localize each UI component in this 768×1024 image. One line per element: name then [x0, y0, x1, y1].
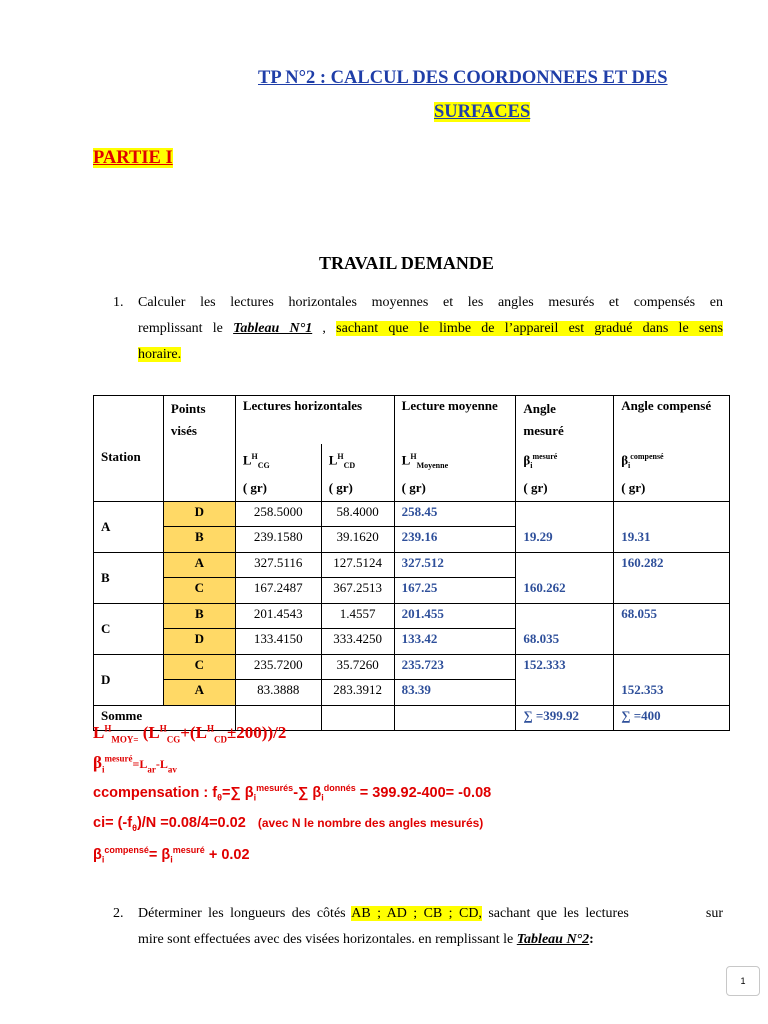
- lcg-cell: 258.5000: [235, 501, 321, 527]
- angle-compense-cell: [614, 501, 730, 527]
- lcd-cell: 58.4000: [321, 501, 394, 527]
- angle-mesure-cell: 152.333: [516, 654, 614, 680]
- table-subheader-row: [94, 444, 730, 501]
- q1-line3: [138, 347, 181, 362]
- lcd-cell: 127.5124: [321, 552, 394, 578]
- section-heading-partie: [93, 148, 173, 169]
- header-station: Station: [94, 444, 164, 501]
- angle-mesure-cell: 160.262: [516, 578, 614, 604]
- header-angle-mesure: Angle mesuré: [516, 396, 614, 445]
- question-2: [93, 901, 723, 957]
- station-cell: D: [94, 654, 164, 705]
- document-title-line1: TP N°2 : CALCUL DES COORDONNEES ET DES: [258, 68, 668, 88]
- q1-line2: remplissant le Tableau N°1 , sachant que le limbe de l’appareil est gradué dans le sens: [138, 321, 723, 336]
- moyenne-cell: 235.723: [394, 654, 516, 680]
- angle-compense-cell: 19.31: [614, 527, 730, 553]
- formula-lh-moyenne: $L^H_{MOY=}$ $(L^H_{CG}+(L^H_{CD}\pm 200))/2$: [93, 723, 287, 745]
- q2-highlight: AB ; AD ; CB ; CD,: [351, 906, 482, 921]
- angle-mesure-cell: [516, 680, 614, 706]
- angle-compense-cell: [614, 629, 730, 655]
- station-cell: A: [94, 501, 164, 552]
- header-station-cell: [94, 396, 164, 445]
- subheader-beta-compense: $\beta_i^{compensé}$ ( gr): [614, 444, 730, 501]
- subheading-travail: TRAVAIL DEMANDE: [319, 253, 494, 273]
- question-1-number: 1.: [113, 295, 124, 310]
- station-cell: B: [94, 552, 164, 603]
- lcg-cell: 239.1580: [235, 527, 321, 553]
- subheader-lhmoyenne: $L^H_{Moyenne}$ ( gr): [394, 444, 516, 501]
- document-title-line2: [434, 102, 530, 123]
- lcd-cell: 333.4250: [321, 629, 394, 655]
- header-points-vises: Points visés: [163, 396, 235, 445]
- moyenne-cell: 258.45: [394, 501, 516, 527]
- question-2-number: 2.: [113, 906, 124, 921]
- header-angle-compense: Angle compensé: [614, 396, 730, 445]
- subheader-lhcg: $L^H_{CG}$ ( gr): [235, 444, 321, 501]
- table-row: [94, 629, 730, 655]
- table-1: [93, 395, 730, 731]
- q1-highlight-1: sachant que le limbe de l’appareil est gradué dans le sens: [336, 321, 723, 336]
- table-row: [94, 680, 730, 706]
- moyenne-cell: 239.16: [394, 527, 516, 553]
- moyenne-cell: 327.512: [394, 552, 516, 578]
- lcd-cell: 367.2513: [321, 578, 394, 604]
- table-header-row: [94, 396, 730, 445]
- table-row: [94, 603, 730, 629]
- table-row: [94, 578, 730, 604]
- page-number: 1: [726, 966, 760, 996]
- formula-ci-note: (avec N le nombre des angles mesurés): [257, 816, 484, 830]
- point-vise-cell: C: [163, 654, 235, 680]
- q1-highlight-2: horaire.: [138, 347, 182, 362]
- point-vise-cell: A: [163, 552, 235, 578]
- question-1: [93, 290, 723, 370]
- table2-reference: Tableau N°2: [516, 932, 590, 947]
- point-vise-cell: B: [163, 603, 235, 629]
- header-lectures-horizontales: Lectures horizontales: [235, 396, 394, 445]
- angle-compense-cell: 68.055: [614, 603, 730, 629]
- somme-angle-mesure: ∑ =399.92: [516, 705, 614, 731]
- angle-compense-cell: [614, 578, 730, 604]
- angle-mesure-cell: 19.29: [516, 527, 614, 553]
- table-row: [94, 654, 730, 680]
- lcg-cell: 201.4543: [235, 603, 321, 629]
- point-vise-cell: D: [163, 629, 235, 655]
- point-vise-cell: C: [163, 578, 235, 604]
- angle-mesure-cell: [516, 603, 614, 629]
- formula-beta-mesure: $\beta_i^{mesuré}=L_{ar}-L_{av}$: [93, 753, 177, 775]
- moyenne-cell: 83.39: [394, 680, 516, 706]
- table1-reference: Tableau N°1: [233, 321, 313, 336]
- lcd-cell: 1.4557: [321, 603, 394, 629]
- header-lecture-moyenne: Lecture moyenne: [394, 396, 516, 445]
- point-vise-cell: B: [163, 527, 235, 553]
- lcg-cell: 167.2487: [235, 578, 321, 604]
- lcg-cell: 235.7200: [235, 654, 321, 680]
- lcg-cell: 83.3888: [235, 680, 321, 706]
- formula-ci: $ci= (-f_\theta)/N =0.08/4=0.02$ (avec N le nombre des angles mesurés): [93, 815, 484, 833]
- angle-compense-cell: [614, 654, 730, 680]
- table-row: [94, 501, 730, 527]
- q2-line2: mire sont effectuées avec des visées horizontales. en remplissant le Tableau N°2:: [138, 932, 594, 947]
- moyenne-cell: 133.42: [394, 629, 516, 655]
- subheader-lhcd: $L^H_{CD}$ ( gr): [321, 444, 394, 501]
- lcg-cell: 133.4150: [235, 629, 321, 655]
- formula-compensation: ccompensation : $f_\theta=\sum$ $\beta_i^{mesurés}-\sum$ $\beta_i^{donnés} = 399.92-400= -0.08$: [93, 783, 492, 803]
- subheader-empty: [163, 444, 235, 501]
- lcd-cell: 283.3912: [321, 680, 394, 706]
- table-row: [94, 527, 730, 553]
- moyenne-cell: 201.455: [394, 603, 516, 629]
- somme-angle-compense: ∑ =400: [614, 705, 730, 731]
- angle-mesure-cell: [516, 501, 614, 527]
- point-vise-cell: A: [163, 680, 235, 706]
- angle-mesure-cell: 68.035: [516, 629, 614, 655]
- subheader-beta-mesure: $\beta_i^{mesuré}$ ( gr): [516, 444, 614, 501]
- somme-empty: [394, 705, 516, 731]
- angle-mesure-cell: [516, 552, 614, 578]
- title-highlight: SURFACES: [434, 102, 531, 122]
- angle-compense-cell: 152.353: [614, 680, 730, 706]
- question-2-text: [138, 901, 723, 953]
- q2-line1: Déterminer les longueurs des côtés AB ; AD ; CB ; CD, sachant que les lectures sur: [138, 906, 724, 921]
- station-cell: C: [94, 603, 164, 654]
- point-vise-cell: D: [163, 501, 235, 527]
- formula-beta-compense: $\beta_i^{compensé}= \beta_i^{mesuré} + 0.02$: [93, 845, 250, 865]
- lcd-cell: 39.1620: [321, 527, 394, 553]
- table-row: [94, 552, 730, 578]
- question-1-text: [138, 290, 723, 368]
- lcg-cell: 327.5116: [235, 552, 321, 578]
- somme-empty: [321, 705, 394, 731]
- angle-compense-cell: 160.282: [614, 552, 730, 578]
- moyenne-cell: 167.25: [394, 578, 516, 604]
- partie-label: PARTIE I: [93, 148, 173, 168]
- lcd-cell: 35.7260: [321, 654, 394, 680]
- somme-label: Somme: [94, 705, 236, 731]
- q1-line1: Calculer les lectures horizontales moyennes et les angles mesurés et compensés en: [138, 295, 723, 310]
